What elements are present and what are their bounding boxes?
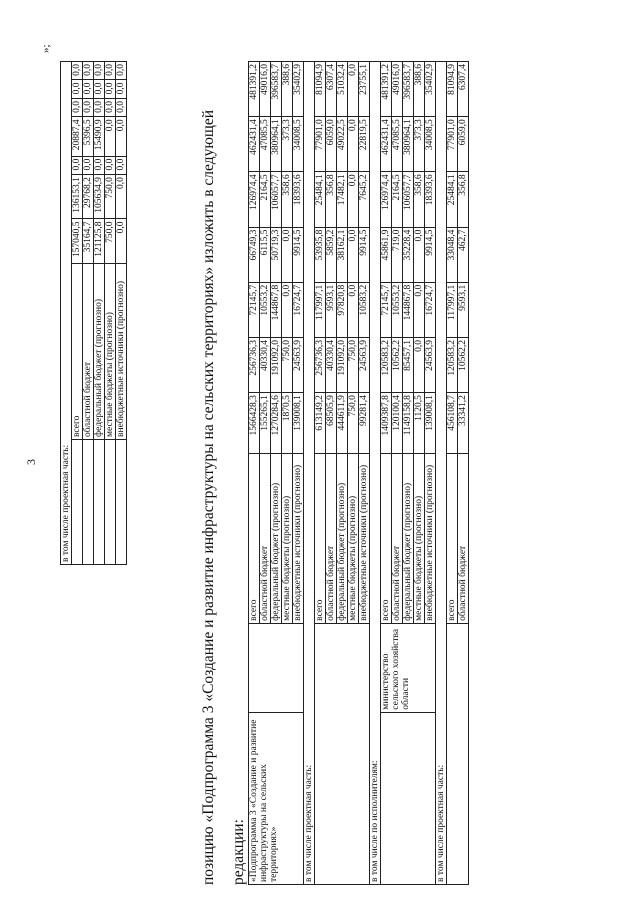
value-cell: 0,0 [72,98,83,116]
value-cell: 0,0 [348,282,359,337]
value-cell: 0,0 [116,80,127,98]
section-header-row [304,62,315,885]
value-cell: 0,0 [116,62,127,81]
value-cell: 0,0 [83,62,94,81]
value-cell: 1120,5 [414,393,425,454]
value-cell: 38162,1 [337,227,348,282]
closing-quote: »; [40,44,52,53]
value-cell: 97820,8 [337,282,348,337]
empty-cell [447,623,469,884]
value-cell: 0,0 [105,80,116,98]
value-cell: 35402,9 [293,62,304,117]
section-header: в том числе проектная часть: [304,62,315,885]
spacer-cell [94,440,105,565]
value-cell: 0,0 [94,80,105,98]
row-label: федеральный бюджет (прогнозно) [403,454,414,624]
value-cell: 20887,4 [72,117,83,156]
value-cell: 0,0 [105,62,116,81]
value-cell: 53935,8 [315,227,326,282]
executor-label: министерство сельского хозяйства области [381,623,436,712]
value-cell: 9914,5 [425,227,436,282]
value-cell: 0,0 [94,98,105,116]
value-cell: 77901,0 [315,117,326,172]
value-cell: 144867,8 [271,282,282,337]
value-cell: 0,0 [116,175,127,219]
value-cell: 18393,6 [425,172,436,227]
empty-cell [315,623,370,884]
table-row [249,62,260,885]
value-cell: 0,0 [94,62,105,81]
value-cell: 396583,7 [403,62,414,117]
value-cell: 719,0 [392,227,403,282]
value-cell: 25484,1 [447,172,458,227]
value-cell: 139008,1 [425,393,436,454]
value-cell: 33341,2 [458,393,469,454]
value-cell: 0,0 [105,117,116,156]
value-cell: 35164,7 [83,219,94,263]
value-cell: 6307,4 [458,62,469,117]
value-cell: 444611,9 [337,393,348,454]
value-cell: 0,0 [72,62,83,81]
value-cell: 373,3 [414,117,425,172]
value-cell: 49016,0 [392,62,403,117]
row-label: областной бюджет [458,454,469,624]
row-label: всего [315,454,326,624]
value-cell: 155265,1 [260,393,271,454]
table-row [381,62,392,885]
value-cell: 47085,5 [260,117,271,172]
section-header-row [61,62,72,565]
value-cell: 106057,7 [271,172,282,227]
value-cell: 1870,5 [282,393,293,454]
value-cell: 105634,9 [94,175,105,219]
value-cell: 72145,7 [381,282,392,337]
value-cell: 191092,0 [271,337,282,392]
value-cell: 0,0 [83,80,94,98]
value-cell: 481391,2 [381,62,392,117]
section-header: в том числе проектная часть: [61,62,72,565]
value-cell: 49016,0 [260,62,271,117]
value-cell: 29768,2 [83,175,94,219]
value-cell: 120583,2 [381,337,392,392]
value-cell: 0,0 [72,80,83,98]
value-cell: 1270284,6 [271,393,282,454]
spacer-cell [72,440,83,565]
value-cell: 0,0 [83,156,94,174]
value-cell: 50719,3 [271,227,282,282]
spacer-cell [105,440,116,565]
value-cell: 462431,4 [381,117,392,172]
value-cell: 456108,7 [447,393,458,454]
table-row [105,62,116,565]
row-label: областной бюджет [260,454,271,624]
value-cell: 256736,3 [315,337,326,392]
value-cell: 24563,9 [425,337,436,392]
value-cell: 2164,5 [260,172,271,227]
value-cell: 7645,2 [359,172,370,227]
value-cell: 22819,5 [359,117,370,172]
value-cell: 9593,1 [458,282,469,337]
value-cell: 0,0 [282,227,293,282]
value-cell: 613149,2 [315,393,326,454]
value-cell: 10562,2 [458,337,469,392]
value-cell: 373,3 [282,117,293,172]
row-label: местные бюджеты (прогнозно) [348,454,359,624]
value-cell: 1566428,3 [249,393,260,454]
top-table [60,61,127,565]
value-cell: 481391,2 [249,62,260,117]
value-cell: 68505,9 [326,393,337,454]
value-cell: 10583,2 [359,282,370,337]
value-cell: 0,0 [116,117,127,156]
value-cell: 2164,5 [392,172,403,227]
row-label: федеральный бюджет (прогнозно) [337,454,348,624]
value-cell: 388,6 [282,62,293,117]
value-cell: 45861,9 [381,227,392,282]
value-cell: 0,0 [414,227,425,282]
value-cell: 81094,9 [315,62,326,117]
row-label: внебюджетные источники (прогнозно) [116,263,127,439]
value-cell: 0,0 [116,219,127,263]
row-label: всего [72,263,83,439]
value-cell: 136153,1 [72,175,83,219]
value-cell: 6059,0 [326,117,337,172]
value-cell: 66749,3 [249,227,260,282]
value-cell: 380964,1 [403,117,414,172]
row-label: всего [447,454,458,624]
value-cell: 750,0 [105,219,116,263]
value-cell: 191092,0 [337,337,348,392]
value-cell: 358,6 [282,172,293,227]
value-cell: 0,0 [348,117,359,172]
row-label: внебюджетные источники (прогнозно) [425,454,436,624]
value-cell: 750,0 [282,337,293,392]
value-cell: 157040,5 [72,219,83,263]
value-cell: 120100,4 [392,393,403,454]
section-header-row [436,62,447,885]
value-cell: 0,0 [83,98,94,116]
instruction-paragraph: позицию «Подпрограмма 3 «Создание и развитие инфраструктуры на сельских территориях» изложить в следующей редакции: [200,109,247,885]
value-cell: 33048,4 [447,227,458,282]
value-cell: 72145,7 [249,282,260,337]
row-label: областной бюджет [326,454,337,624]
value-cell: 256736,3 [249,337,260,392]
value-cell: 23755,1 [359,62,370,117]
value-cell: 0,0 [348,172,359,227]
row-label: всего [381,454,392,624]
value-cell: 6059,0 [458,117,469,172]
table-row [94,62,105,565]
value-cell: 47085,5 [392,117,403,172]
row-label: всего [249,454,260,624]
value-cell: 358,6 [414,172,425,227]
spacer-cell [116,440,127,565]
table-row [116,62,127,565]
row-label: внебюджетные источники (прогнозно) [359,454,370,624]
section-header-row [370,62,381,885]
table-row [315,62,326,885]
value-cell: 16724,7 [425,282,436,337]
value-cell: 24563,9 [359,337,370,392]
value-cell: 5859,2 [326,227,337,282]
value-cell: 0,0 [414,282,425,337]
value-cell: 144867,8 [403,282,414,337]
value-cell: 99281,4 [359,393,370,454]
value-cell: 9914,5 [359,227,370,282]
row-label: областной бюджет [392,454,403,624]
value-cell: 121125,8 [94,219,105,263]
row-label: федеральный бюджет (прогнозно) [271,454,282,624]
value-cell: 120583,2 [447,337,458,392]
value-cell: 40330,4 [260,337,271,392]
value-cell: 25484,1 [315,172,326,227]
value-cell: 18393,6 [293,172,304,227]
value-cell: 0,0 [348,227,359,282]
row-label: областной бюджет [83,263,94,439]
value-cell: 81094,9 [447,62,458,117]
value-cell: 0,0 [105,156,116,174]
value-cell: 750,0 [348,337,359,392]
value-cell: 49022,5 [337,117,348,172]
value-cell: 356,8 [326,172,337,227]
value-cell: 34008,5 [293,117,304,172]
value-cell: 462431,4 [249,117,260,172]
table-row [447,62,458,885]
value-cell: 9914,5 [293,227,304,282]
row-label: местные бюджеты (прогнозно) [414,454,425,624]
value-cell: 6307,4 [326,62,337,117]
value-cell: 0,0 [105,98,116,116]
value-cell: 34008,5 [425,117,436,172]
page-number: 3 [24,459,38,465]
value-cell: 15490,9 [94,117,105,156]
value-cell: 77901,0 [447,117,458,172]
value-cell: 40330,4 [326,337,337,392]
row-label: федеральный бюджет (прогнозно) [94,263,105,439]
value-cell: 0,0 [72,156,83,174]
value-cell: 10553,2 [392,282,403,337]
section-header: в том числе по исполнителям: [370,62,381,885]
table-row [72,62,83,565]
value-cell: 750,0 [348,393,359,454]
value-cell: 0,0 [282,282,293,337]
value-cell: 17482,1 [337,172,348,227]
row-label: внебюджетные источники (прогнозно) [293,454,304,624]
value-cell: 6115,5 [260,227,271,282]
value-cell: 462,7 [458,227,469,282]
value-cell: 388,6 [414,62,425,117]
value-cell: 126974,4 [381,172,392,227]
value-cell: 16724,7 [293,282,304,337]
value-cell: 0,0 [116,156,127,174]
main-table [248,61,469,885]
value-cell: 51032,4 [337,62,348,117]
value-cell: 35228,4 [403,227,414,282]
value-cell: 0,0 [348,62,359,117]
spacer-cell [83,440,94,565]
value-cell: 356,8 [458,172,469,227]
value-cell: 117997,1 [315,282,326,337]
value-cell: 9593,1 [326,282,337,337]
value-cell: 1409387,8 [381,393,392,454]
value-cell: 24563,9 [293,337,304,392]
value-cell: 139008,1 [293,393,304,454]
empty-cell [249,623,304,712]
value-cell: 0,0 [94,156,105,174]
value-cell: 10562,2 [392,337,403,392]
value-cell: 106057,7 [403,172,414,227]
row-label: местные бюджеты (прогнозно) [105,263,116,439]
value-cell: 85457,1 [403,337,414,392]
table-row [83,62,94,565]
value-cell: 750,0 [105,175,116,219]
value-cell: 1149158,8 [403,393,414,454]
value-cell: 35402,9 [425,62,436,117]
value-cell: 5396,5 [83,117,94,156]
empty-cell [381,712,436,884]
value-cell: 126974,4 [249,172,260,227]
row-label: местные бюджеты (прогнозно) [282,454,293,624]
program-label: «Подпрограмма 3 «Создание и развитие инфраструктуры на сельских территориях» [249,712,304,884]
value-cell: 0,0 [414,337,425,392]
value-cell: 117997,1 [447,282,458,337]
value-cell: 396583,7 [271,62,282,117]
value-cell: 380964,1 [271,117,282,172]
value-cell: 0,0 [116,98,127,116]
section-header: в том числе проектная часть: [436,62,447,885]
value-cell: 10553,2 [260,282,271,337]
